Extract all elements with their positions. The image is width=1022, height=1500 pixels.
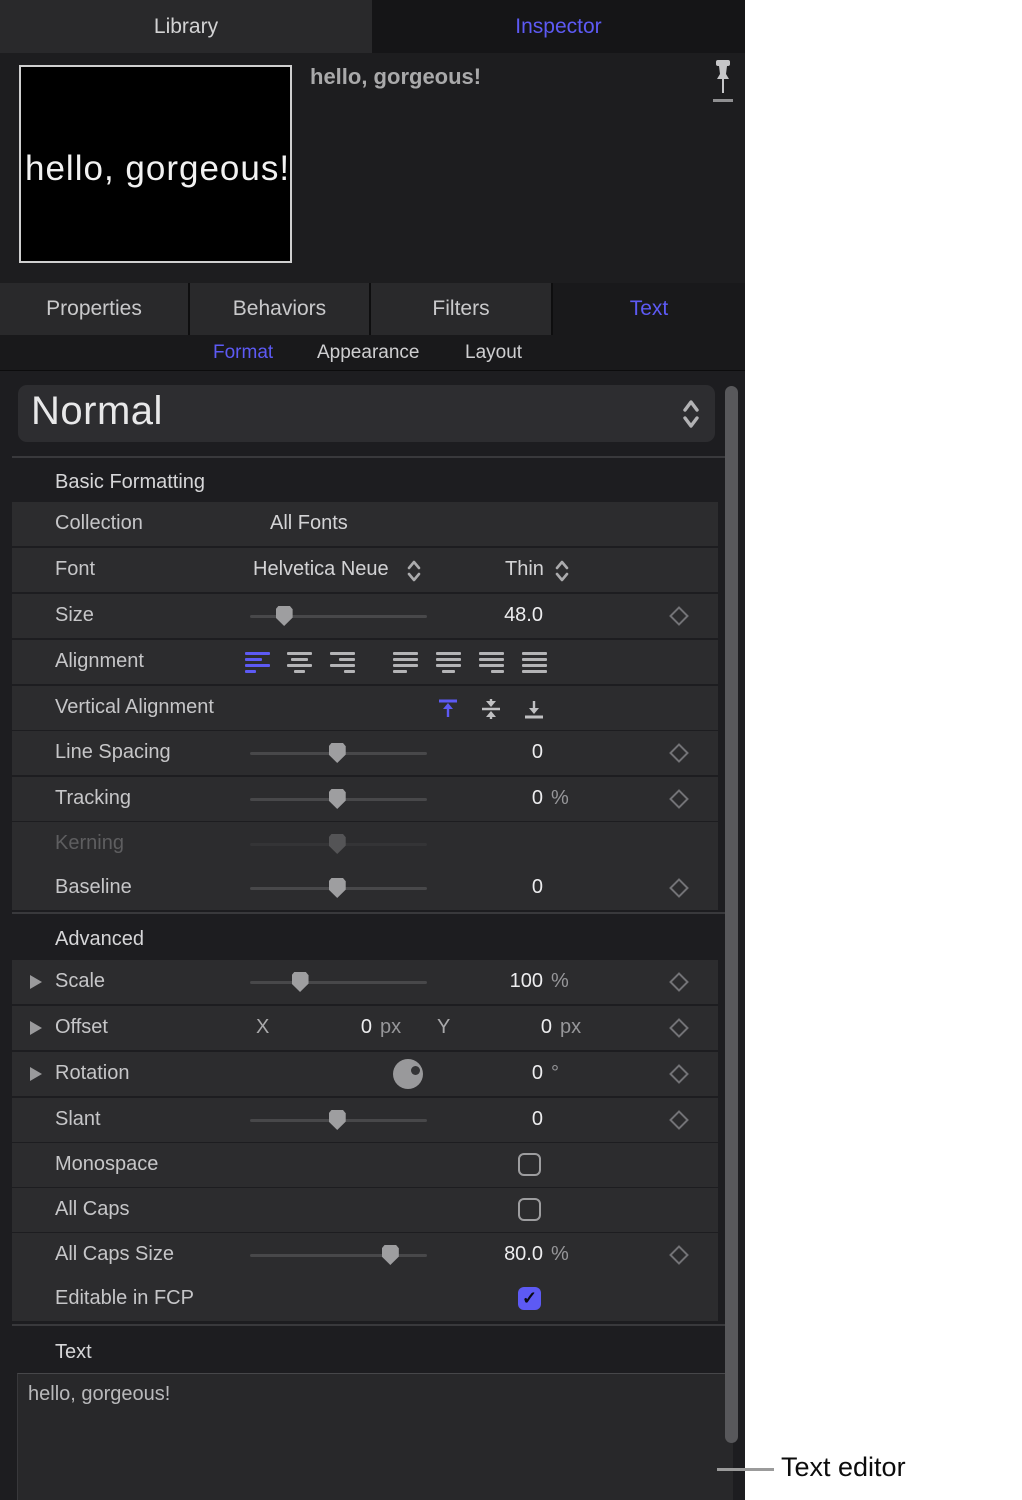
row-all-caps (12, 1188, 718, 1232)
text-editor[interactable]: hello, gorgeous! (17, 1373, 733, 1500)
collection-label: Collection (55, 512, 143, 534)
tab-behaviors[interactable]: Behaviors (190, 283, 369, 335)
align-left-icon[interactable] (245, 652, 270, 673)
subtab-layout[interactable]: Layout (465, 342, 523, 363)
disclosure-triangle-icon[interactable] (30, 975, 42, 989)
tab-filters[interactable]: Filters (371, 283, 551, 335)
keyframe-diamond-icon[interactable] (669, 1018, 689, 1038)
chevron-updown-icon (682, 399, 700, 429)
size-label: Size (55, 604, 94, 626)
keyframe-diamond-icon[interactable] (669, 606, 689, 626)
all-caps-label: All Caps (55, 1198, 130, 1220)
callout-line (717, 1468, 774, 1471)
section-text: Text (55, 1341, 92, 1363)
all-caps-size-label: All Caps Size (55, 1243, 174, 1265)
preview-header (0, 53, 745, 283)
line-spacing-label: Line Spacing (55, 741, 171, 763)
valign-middle-icon[interactable] (480, 699, 502, 719)
rotation-value[interactable]: 0 (531, 1062, 543, 1084)
row-offset (12, 1006, 718, 1050)
align-right-icon[interactable] (330, 652, 355, 673)
row-editable-in-fcp (12, 1277, 718, 1321)
tracking-slider[interactable] (250, 777, 427, 821)
row-monospace (12, 1143, 718, 1187)
editable-in-fcp-label: Editable in FCP (55, 1287, 194, 1309)
vertical-alignment-label: Vertical Alignment (55, 696, 214, 718)
slant-slider[interactable] (250, 1098, 427, 1142)
row-rotation (12, 1052, 718, 1096)
row-font (12, 548, 718, 592)
keyframe-diamond-icon[interactable] (669, 878, 689, 898)
offset-y-value[interactable]: 0 (540, 1016, 552, 1038)
align-center-icon[interactable] (287, 652, 312, 673)
top-tab-bar (0, 0, 745, 53)
slant-label: Slant (55, 1108, 101, 1130)
row-all-caps-size (12, 1233, 718, 1277)
section-advanced: Advanced (55, 928, 144, 950)
keyframe-diamond-icon[interactable] (669, 972, 689, 992)
row-tracking (12, 777, 718, 821)
all-caps-size-unit: % (551, 1243, 569, 1265)
divider (12, 1324, 733, 1326)
offset-x-unit: px (380, 1016, 402, 1038)
callout-label: Text editor (781, 1452, 906, 1482)
font-face-select[interactable]: Thin (505, 558, 544, 580)
preview-thumbnail (19, 65, 292, 263)
collection-value[interactable]: All Fonts (270, 512, 348, 534)
rotation-unit: ° (551, 1062, 559, 1084)
baseline-slider[interactable] (250, 866, 427, 910)
tracking-unit: % (551, 787, 569, 809)
justify-all-icon[interactable] (522, 652, 547, 673)
all-caps-size-value[interactable]: 80.0 (504, 1243, 543, 1265)
keyframe-diamond-icon[interactable] (669, 1110, 689, 1130)
row-line-spacing (12, 731, 718, 775)
scale-slider[interactable] (250, 960, 427, 1004)
keyframe-diamond-icon[interactable] (669, 1064, 689, 1084)
keyframe-diamond-icon[interactable] (669, 789, 689, 809)
rotation-dial-dot (411, 1066, 420, 1075)
keyframe-diamond-icon[interactable] (669, 1245, 689, 1265)
row-collection (12, 502, 718, 546)
tab-inspector[interactable]: Inspector (372, 0, 745, 53)
subtab-appearance[interactable]: Appearance (317, 342, 420, 363)
kerning-label: Kerning (55, 832, 124, 854)
inspector-tab-bar (0, 283, 745, 335)
row-scale (12, 960, 718, 1004)
font-family-select[interactable]: Helvetica Neue (253, 558, 389, 580)
text-style-value: Normal (31, 389, 163, 433)
line-spacing-slider[interactable] (250, 731, 427, 775)
offset-y-unit: px (560, 1016, 582, 1038)
baseline-value[interactable]: 0 (531, 876, 543, 898)
scale-label: Scale (55, 970, 106, 992)
all-caps-size-slider[interactable] (250, 1233, 427, 1277)
tab-library[interactable]: Library (0, 0, 372, 53)
chevron-updown-icon[interactable] (555, 559, 569, 583)
tracking-value[interactable]: 0 (531, 787, 543, 809)
alignment-label: Alignment (55, 650, 144, 672)
slant-value[interactable]: 0 (531, 1108, 543, 1130)
tab-text[interactable]: Text (553, 283, 745, 335)
keyframe-diamond-icon[interactable] (669, 743, 689, 763)
section-basic-formatting: Basic Formatting (55, 471, 206, 493)
line-spacing-value[interactable]: 0 (531, 741, 543, 763)
row-baseline (12, 866, 718, 910)
disclosure-triangle-icon[interactable] (30, 1067, 42, 1081)
divider (12, 456, 733, 458)
row-kerning (12, 822, 718, 866)
row-alignment (12, 640, 718, 684)
baseline-label: Baseline (55, 876, 132, 898)
object-title: hello, gorgeous! (310, 64, 482, 89)
row-vertical-alignment (12, 686, 718, 730)
monospace-label: Monospace (55, 1153, 159, 1175)
scale-unit: % (551, 970, 569, 992)
subtab-format[interactable]: Format (213, 342, 274, 363)
row-slant (12, 1098, 718, 1142)
size-slider[interactable] (250, 594, 427, 638)
justify-last-right-icon[interactable] (479, 652, 504, 673)
divider (12, 912, 733, 914)
offset-label: Offset (55, 1016, 108, 1038)
chevron-updown-icon[interactable] (407, 559, 421, 583)
all-caps-checkbox[interactable] (518, 1198, 541, 1221)
rotation-label: Rotation (55, 1062, 130, 1084)
tracking-label: Tracking (55, 787, 131, 809)
justify-last-center-icon[interactable] (436, 652, 461, 673)
valign-bottom-icon[interactable] (523, 699, 545, 719)
rotation-dial[interactable] (393, 1059, 423, 1089)
offset-y-label: Y (437, 1016, 451, 1038)
text-subtab-bar (0, 335, 745, 371)
disclosure-triangle-icon[interactable] (30, 1021, 42, 1035)
valign-top-icon[interactable] (437, 699, 459, 719)
preview-thumbnail-text: hello, gorgeous! (25, 149, 291, 188)
format-pane (0, 372, 745, 1500)
kerning-slider (250, 822, 427, 866)
justify-last-left-icon[interactable] (393, 652, 418, 673)
offset-x-value[interactable]: 0 (360, 1016, 372, 1038)
offset-x-label: X (256, 1016, 270, 1038)
pin-icon[interactable] (710, 59, 736, 111)
monospace-checkbox[interactable] (518, 1153, 541, 1176)
editable-in-fcp-checkbox[interactable]: ✓ (518, 1287, 541, 1310)
scrollbar-thumb[interactable] (725, 386, 738, 1443)
font-label: Font (55, 558, 96, 580)
scale-value[interactable]: 100 (509, 970, 543, 992)
tab-properties[interactable]: Properties (0, 283, 188, 335)
row-size (12, 594, 718, 638)
text-style-dropdown[interactable] (18, 385, 715, 442)
size-value[interactable]: 48.0 (504, 604, 543, 626)
